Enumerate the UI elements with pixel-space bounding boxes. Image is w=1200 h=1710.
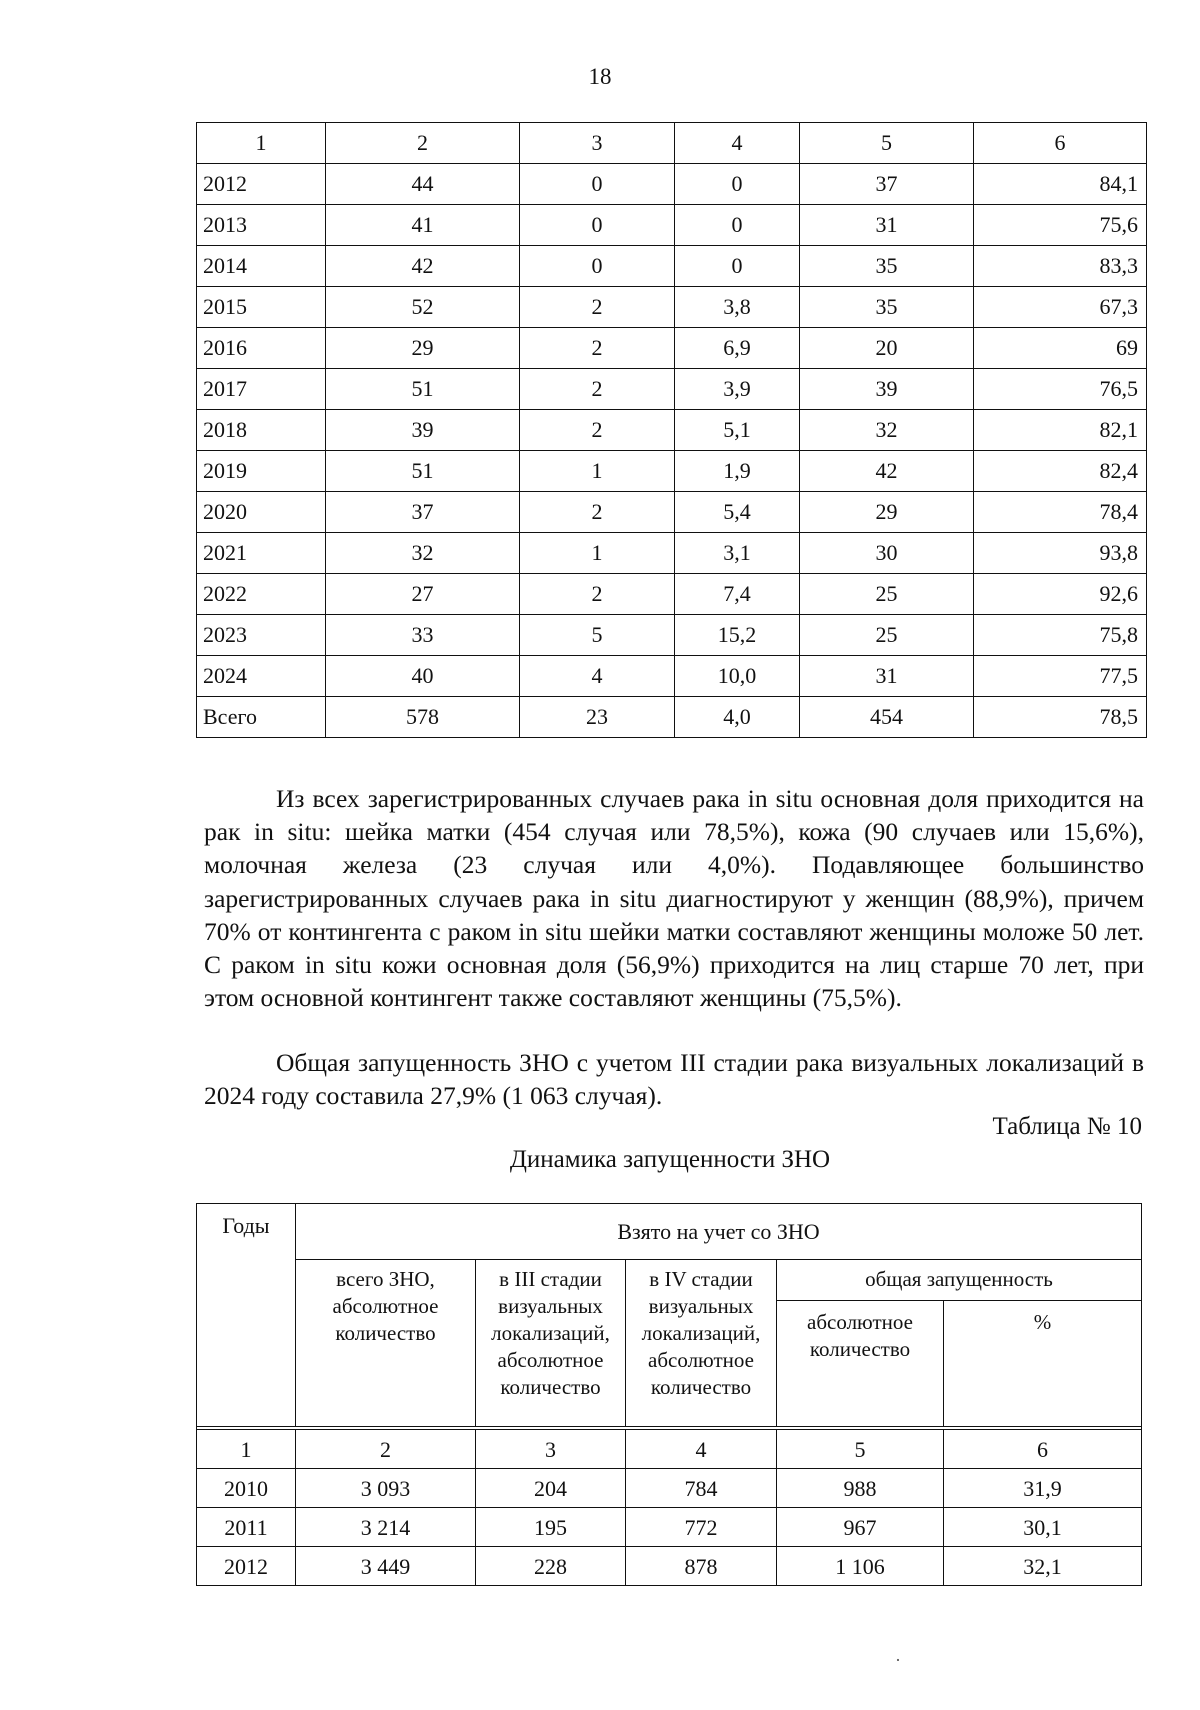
table-cell: 5,1 (675, 410, 800, 451)
column-number-cell: 3 (520, 123, 675, 164)
table-cell: 52 (326, 287, 520, 328)
table-row (197, 574, 1147, 615)
table-cell: 15,2 (675, 615, 800, 656)
table-cell: 2014 (197, 246, 326, 287)
table-cell: 77,5 (974, 656, 1147, 697)
column-number-cell: 1 (197, 123, 326, 164)
table-cell: 0 (675, 246, 800, 287)
table-cell: 2 (520, 574, 675, 615)
table-cell: 5 (520, 615, 675, 656)
column-number-cell: 2 (326, 123, 520, 164)
table-cell: 3,8 (675, 287, 800, 328)
table-cell: 67,3 (974, 287, 1147, 328)
table-cell: 2019 (197, 451, 326, 492)
table-row (197, 164, 1147, 205)
table-cell: 78,5 (974, 697, 1147, 738)
table-cell: 0 (675, 164, 800, 205)
column-number-row (197, 123, 1147, 164)
header-neglect-pct: % (944, 1301, 1142, 1427)
table-row (197, 656, 1147, 697)
column-number-cell: 6 (974, 123, 1147, 164)
table-row-cell: 3 214 (296, 1508, 476, 1547)
table-cell: 1 (520, 451, 675, 492)
header-stage4: в IV стадии визуальных локализаций, абсолютное количество (626, 1260, 777, 1427)
table-row (197, 492, 1147, 533)
cancer-in-situ-table (196, 122, 1147, 738)
table-row-cell: 1 106 (777, 1547, 944, 1586)
header-taken: Взято на учет со ЗНО (296, 1204, 1142, 1260)
table-cell: 0 (520, 205, 675, 246)
table10-body (197, 1204, 1142, 1586)
table-cell: 1 (520, 533, 675, 574)
table-row-cell: 2010 (197, 1469, 296, 1508)
table-row-cell: 228 (476, 1547, 626, 1586)
table-cell: 10,0 (675, 656, 800, 697)
table-cell: 2013 (197, 205, 326, 246)
table-cell: 78,4 (974, 492, 1147, 533)
table-cell: 2024 (197, 656, 326, 697)
table-cell: 35 (800, 287, 974, 328)
table-cell: 93,8 (974, 533, 1147, 574)
column-number-cell: 4 (675, 123, 800, 164)
table-cell: 2012 (197, 164, 326, 205)
table-cell: 3,9 (675, 369, 800, 410)
table-cell: 40 (326, 656, 520, 697)
table-cell: 2 (520, 492, 675, 533)
table-cell: 2 (520, 287, 675, 328)
table-cell: 4,0 (675, 697, 800, 738)
table1-body (197, 123, 1147, 738)
table-cell: 7,4 (675, 574, 800, 615)
table-cell: 0 (675, 205, 800, 246)
table-row (197, 697, 1147, 738)
table-cell: 5,4 (675, 492, 800, 533)
neglect-dynamics-table (196, 1203, 1142, 1586)
table-cell: 75,6 (974, 205, 1147, 246)
table-row (197, 1547, 1142, 1586)
table-cell: 2022 (197, 574, 326, 615)
table-cell: 2017 (197, 369, 326, 410)
table-row-cell: 32,1 (944, 1547, 1142, 1586)
column-number-row-cell: 4 (626, 1430, 777, 1469)
table-cell: 4 (520, 656, 675, 697)
paragraph-neglect: Общая запущенность ЗНО с учетом III стадии рака визуальных локализаций в 2024 году составила 27,9% (1 063 случая). (204, 1048, 1144, 1111)
table-row-cell: 30,1 (944, 1508, 1142, 1547)
column-number-row-cell: 1 (197, 1430, 296, 1469)
table-cell: 2023 (197, 615, 326, 656)
table-cell: 51 (326, 451, 520, 492)
table-cell: 37 (800, 164, 974, 205)
column-number-row-cell: 5 (777, 1430, 944, 1469)
table-row-cell: 2011 (197, 1508, 296, 1547)
table-cell: 35 (800, 246, 974, 287)
table-cell: 2021 (197, 533, 326, 574)
column-number-row (197, 1430, 1142, 1469)
table-cell: 39 (326, 410, 520, 451)
header-stage3: в III стадии визуальных локализаций, абсолютное количество (476, 1260, 626, 1427)
table-cell: 42 (800, 451, 974, 492)
table-row (197, 1469, 1142, 1508)
table-cell: 2018 (197, 410, 326, 451)
table-title: Динамика запущенности ЗНО (509, 1146, 831, 1173)
column-number-row-cell: 3 (476, 1430, 626, 1469)
header-years: Годы (197, 1204, 296, 1427)
table-row-cell: 3 093 (296, 1469, 476, 1508)
table-cell: 2020 (197, 492, 326, 533)
table-row (197, 1508, 1142, 1547)
table-cell: 2 (520, 328, 675, 369)
table-cell: 32 (800, 410, 974, 451)
table-cell: 32 (326, 533, 520, 574)
table-cell: 3,1 (675, 533, 800, 574)
header-neglect: общая запущенность (777, 1260, 1142, 1301)
table-cell: 25 (800, 615, 974, 656)
table-cell: 2 (520, 369, 675, 410)
table-cell: 33 (326, 615, 520, 656)
table-cell: 29 (326, 328, 520, 369)
table-cell: 2015 (197, 287, 326, 328)
table-cell: 42 (326, 246, 520, 287)
table-row-cell: 967 (777, 1508, 944, 1547)
table-cell: 30 (800, 533, 974, 574)
table-row (197, 410, 1147, 451)
table-row-cell: 204 (476, 1469, 626, 1508)
table-cell: 31 (800, 656, 974, 697)
page-number: 18 (588, 64, 612, 89)
table-cell: 454 (800, 697, 974, 738)
table-row (197, 287, 1147, 328)
table-row (197, 533, 1147, 574)
table-row (197, 246, 1147, 287)
header-total: всего ЗНО, абсолютное количество (296, 1260, 476, 1427)
scan-dot: · (895, 1650, 901, 1670)
column-number-row-cell: 6 (944, 1430, 1142, 1469)
column-number-row-cell: 2 (296, 1430, 476, 1469)
table-row (197, 615, 1147, 656)
table-cell: 82,1 (974, 410, 1147, 451)
table-cell: 0 (520, 164, 675, 205)
table-cell: 27 (326, 574, 520, 615)
table-cell: 23 (520, 697, 675, 738)
table-cell: 41 (326, 205, 520, 246)
table-cell: 1,9 (675, 451, 800, 492)
table-cell: 84,1 (974, 164, 1147, 205)
table-row-cell: 3 449 (296, 1547, 476, 1586)
table-row-cell: 784 (626, 1469, 777, 1508)
table-row-cell: 772 (626, 1508, 777, 1547)
table-cell: 20 (800, 328, 974, 369)
table-row-cell: 2012 (197, 1547, 296, 1586)
table-cell: 83,3 (974, 246, 1147, 287)
table-cell: 92,6 (974, 574, 1147, 615)
table-row (197, 451, 1147, 492)
paragraph-in-situ: Из всех зарегистрированных случаев рака in situ основная доля приходится на рак in situ: шейка матки (454 случая или 78,5%), кожа (90 случаев или 15,6%), молочная железа (23 случая или 4,0%). Подавляющее большинство зарегистрированных случаев рака in situ диагностируют у женщин (88,9%), причем 70% от контингента с раком in situ шейки матки составляют женщины моложе 50 лет. С раком in situ кожи основная доля (56,9%) приходится на лиц старше 70 лет, при этом основной контингент также составляют женщины (75,5%). (204, 784, 1144, 1013)
header-neglect-abs: абсолютное количество (777, 1301, 944, 1427)
table-cell: 25 (800, 574, 974, 615)
table-cell: 2 (520, 410, 675, 451)
table-cell: Всего (197, 697, 326, 738)
table-cell: 31 (800, 205, 974, 246)
table-cell: 82,4 (974, 451, 1147, 492)
table-cell: 0 (520, 246, 675, 287)
table-caption: Таблица № 10 (992, 1113, 1142, 1140)
table-cell: 39 (800, 369, 974, 410)
table-row-cell: 195 (476, 1508, 626, 1547)
table-cell: 76,5 (974, 369, 1147, 410)
table-row-cell: 878 (626, 1547, 777, 1586)
table-cell: 44 (326, 164, 520, 205)
table-cell: 578 (326, 697, 520, 738)
table-cell: 37 (326, 492, 520, 533)
table-cell: 51 (326, 369, 520, 410)
table-row (197, 369, 1147, 410)
table-cell: 6,9 (675, 328, 800, 369)
table-row-cell: 31,9 (944, 1469, 1142, 1508)
table-cell: 2016 (197, 328, 326, 369)
table-cell: 75,8 (974, 615, 1147, 656)
table-row (197, 328, 1147, 369)
column-number-cell: 5 (800, 123, 974, 164)
table-cell: 69 (974, 328, 1147, 369)
table-row-cell: 988 (777, 1469, 944, 1508)
table-cell: 29 (800, 492, 974, 533)
table-row (197, 205, 1147, 246)
